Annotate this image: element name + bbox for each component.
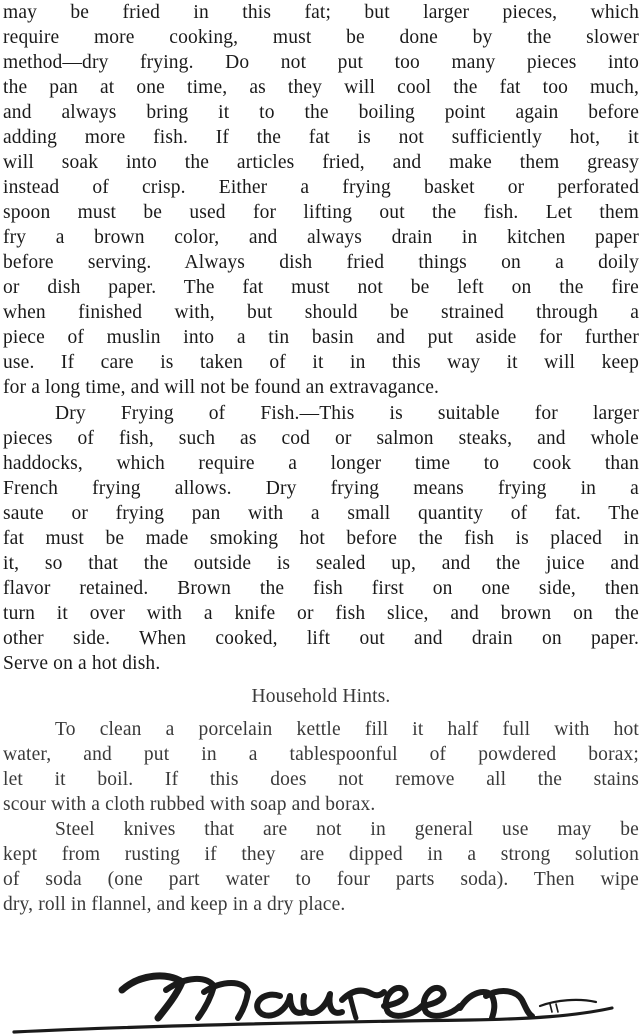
text-line: it, so that the outside is sealed up, and the juice and <box>3 553 639 574</box>
text-line: scour with a cloth rubbed with soap and borax. <box>3 794 376 815</box>
text-line: method—dry frying. Do not put too many pieces into <box>3 52 639 73</box>
text-line: fry a brown color, and always drain in kitchen paper <box>3 227 639 248</box>
text-line: haddocks, which require a longer time to cook than <box>3 453 639 474</box>
text-line: flavor retained. Brown the fish first on one side, then <box>3 578 639 599</box>
text-line: Serve on a hot dish. <box>3 653 161 674</box>
text-line: saute or frying pan with a small quantity of fat. The <box>3 503 639 524</box>
text-line: piece of muslin into a tin basin and put aside for further <box>3 327 639 348</box>
text-line: dry, roll in flannel, and keep in a dry place. <box>3 894 346 915</box>
text-line: instead of crisp. Either a frying basket or perforated <box>3 177 639 198</box>
text-line: spoon must be used for lifting out the fish. Let them <box>3 202 639 223</box>
text-line: water, and put in a tablespoonful of powdered borax; <box>3 744 639 765</box>
text-line: before serving. Always dish fried things on a doily <box>3 252 639 273</box>
text-line: require more cooking, must be done by the slower <box>3 27 639 48</box>
text-line: and always bring it to the boiling point again before <box>3 102 639 123</box>
text-line: the pan at one time, as they will cool the fat too much, <box>3 77 639 98</box>
text-line: when finished with, but should be strained through a <box>3 302 639 323</box>
text-line: of soda (one part water to four parts soda). Then wipe <box>3 869 639 890</box>
section-heading-household-hints: Household Hints. <box>251 686 391 707</box>
text-line: let it boil. If this does not remove all the stains <box>3 769 639 790</box>
text-line: kept from rusting if they are dipped in a strong solution <box>3 844 639 865</box>
text-line: To clean a porcelain kettle fill it half full with hot <box>55 719 639 740</box>
text-line: or dish paper. The fat must not be left on the fire <box>3 277 639 298</box>
text-line: may be fried in this fat; but larger pieces, which <box>3 2 639 23</box>
text-line: fat must be made smoking hot before the fish is placed in <box>3 528 639 549</box>
text-line: turn it over with a knife or fish slice, and brown on the <box>3 603 639 624</box>
section-heading-dry-frying: Dry Frying of Fish.—This is suitable for larger <box>55 403 639 424</box>
text-line: French frying allows. Dry frying means frying in a <box>3 478 639 499</box>
text-line: Steel knives that are not in general use may be <box>55 819 639 840</box>
text-line: pieces of fish, such as cod or salmon steaks, and whole <box>3 428 639 449</box>
signature-strokes <box>14 976 612 1032</box>
text-line: will soak into the articles fried, and make them greasy <box>3 152 639 173</box>
text-line: for a long time, and will not be found an extravagance. <box>3 377 440 398</box>
text-line: adding more fish. If the fat is not sufficiently hot, it <box>3 127 639 148</box>
signature-maureen <box>0 960 643 1034</box>
text-line: other side. When cooked, lift out and drain on paper. <box>3 628 639 649</box>
text-line: use. If care is taken of it in this way it will keep <box>3 352 639 373</box>
